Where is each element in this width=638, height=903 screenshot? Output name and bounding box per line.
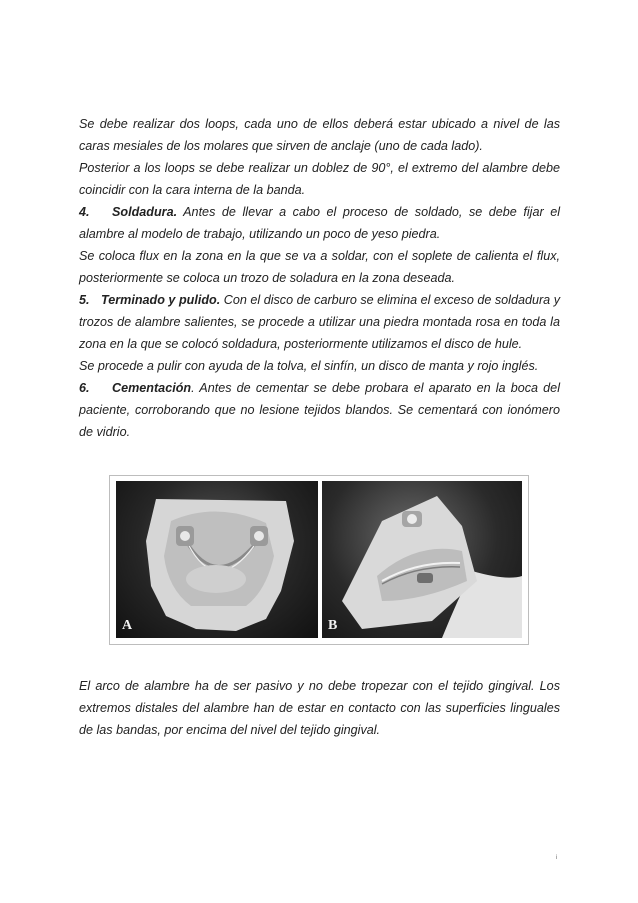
paragraph-wire-arch: El arco de alambre ha de ser pasivo y no debe tropezar con el tejido gingival. Los extremos distales del alambre han de estar en contacto con las superficies linguales de las bandas, por encima del nivel del tejido gingival.	[79, 679, 560, 737]
wire-arch-text-block	[79, 675, 560, 741]
section-number: 5.	[79, 293, 90, 307]
page-number: i	[556, 855, 558, 861]
section-number: 4.	[79, 205, 90, 219]
instructions-text-block	[79, 113, 560, 443]
section-number: 6.	[79, 381, 90, 395]
paragraph-loops: Se debe realizar dos loops, cada uno de ellos deberá estar ubicado a nivel de las caras mesiales de los molares que sirven de anclaje (uno de cada lado).	[79, 117, 560, 153]
section-terminado	[79, 289, 560, 355]
photo-a-dental-model-occlusal	[116, 481, 318, 638]
section-cementacion	[79, 377, 560, 443]
section-text: . Antes de cementar se debe probara el aparato en la boca del paciente, corroborando que no lesione tejidos blandos. Se cementará con ionómero de vidrio.	[79, 381, 560, 439]
section-text: Antes de llevar a cabo el proceso de soldado, se debe fijar el alambre al modelo de trabajo, utilizando un poco de yeso piedra.	[79, 205, 560, 241]
section-heading: Cementación	[112, 381, 192, 395]
photo-b-dental-model-angled	[322, 481, 522, 638]
figure-dental-models	[109, 475, 529, 645]
photo-label-b: B	[328, 618, 338, 633]
paragraph-flux: Se coloca flux en la zona en la que se va a soldar, con el soplete de calienta el flux, posteriormente se coloca un trozo de soladura en la zona deseada.	[79, 249, 560, 285]
photo-label-a: A	[122, 618, 133, 633]
paragraph-bend: Posterior a los loops se debe realizar un doblez de 90°, el extremo del alambre debe coincidir con la cara interna de la banda.	[79, 161, 560, 197]
section-text: Con el disco de carburo se elimina el exceso de soldadura y trozos de alambre salientes, se procede a utilizar una piedra montada rosa en toda la zona en la que se colocó soldadura, posteriormente utilizamos el disco de hule.	[79, 293, 560, 351]
section-soldadura	[79, 201, 560, 245]
paragraph-pulir: Se procede a pulir con ayuda de la tolva, el sinfín, un disco de manta y rojo inglés.	[79, 359, 539, 373]
section-heading: Terminado y pulido.	[101, 293, 221, 307]
section-heading: Soldadura.	[112, 205, 178, 219]
